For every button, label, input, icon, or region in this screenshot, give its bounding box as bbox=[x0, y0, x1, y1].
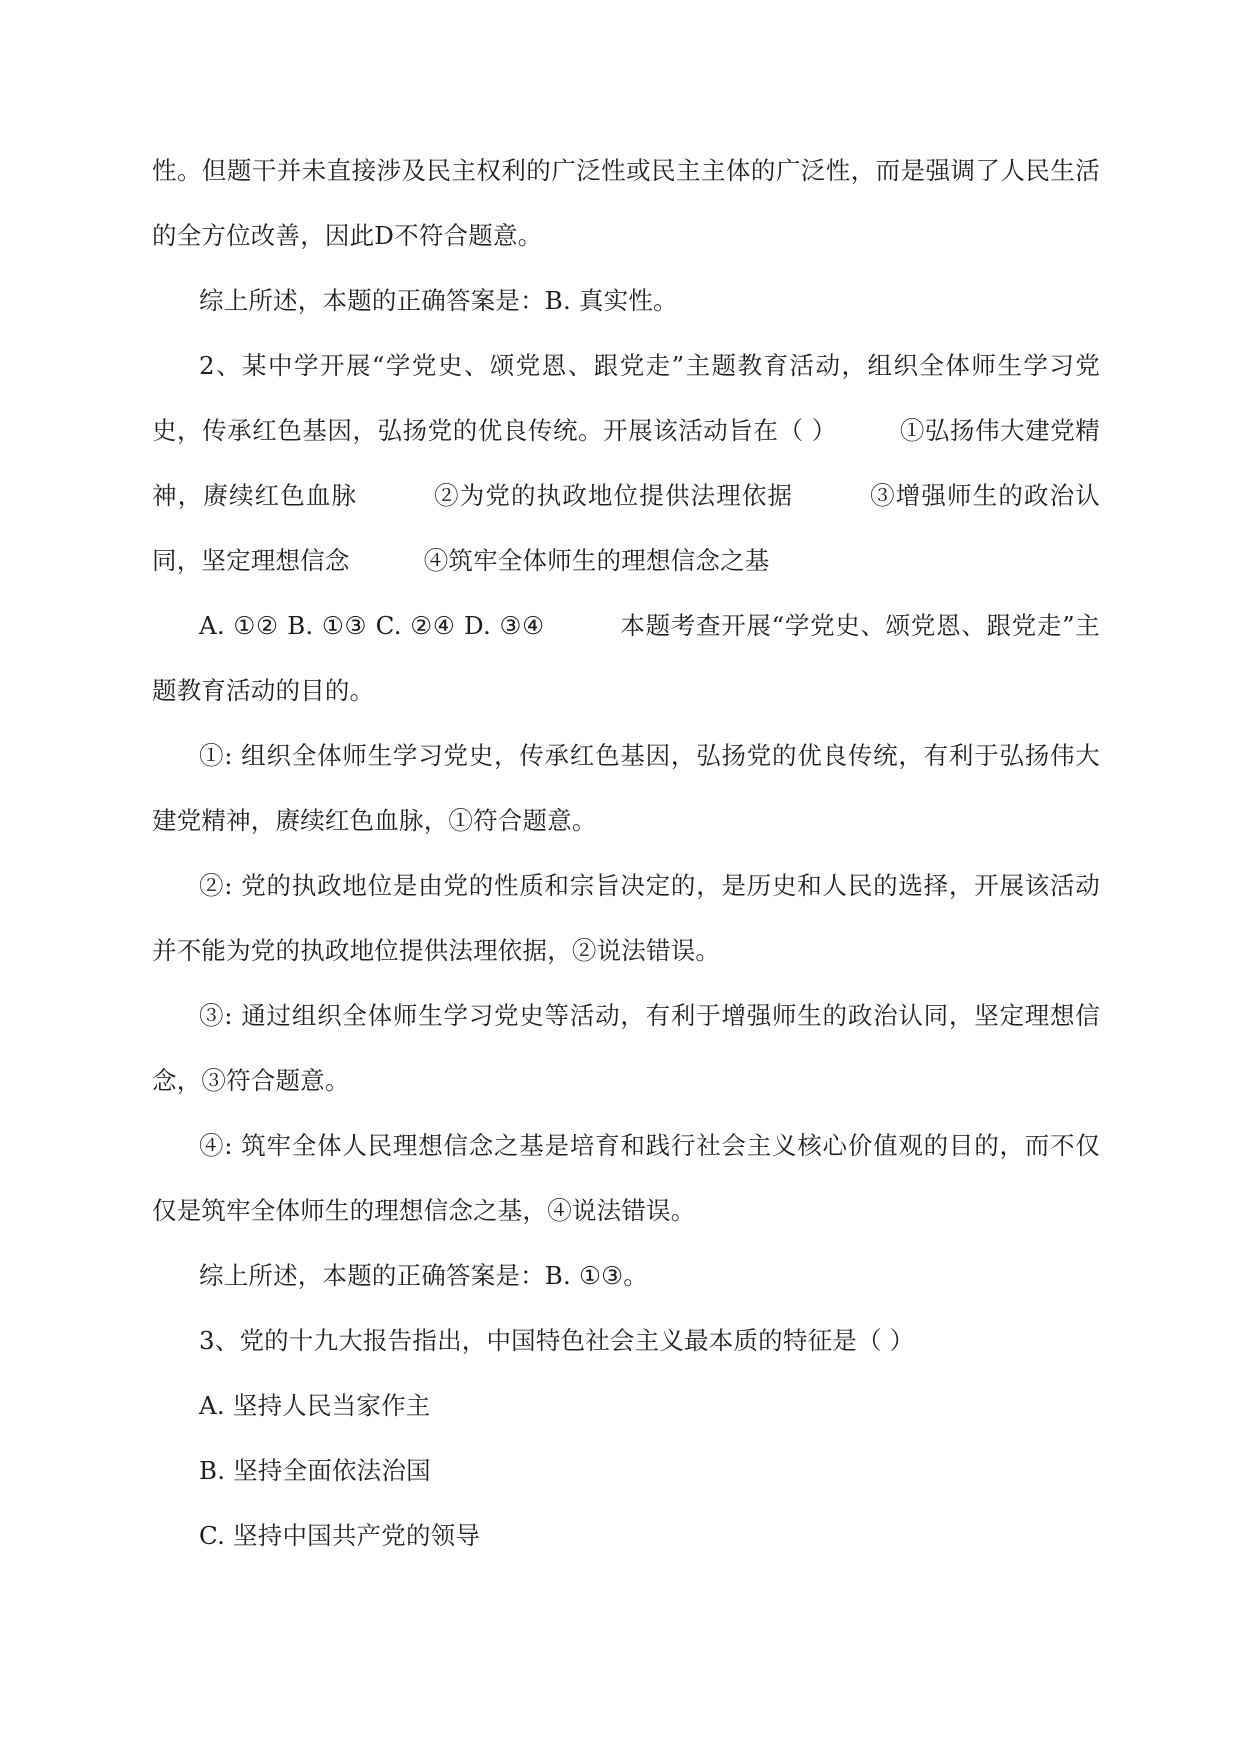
paragraph-q2-item-1: ①: 组织全体师生学习党史，传承红色基因，弘扬党的优良传统，有利于弘扬伟大建党精神，赓续红色血脉，①符合题意。 bbox=[152, 741, 1100, 835]
paragraph-q2-item-4: ④: 筑牢全体人民理想信念之基是培育和践行社会主义核心价值观的目的，而不仅仅是筑牢全体师生的理想信念之基，④说法错误。 bbox=[152, 1131, 1100, 1225]
paragraph-q3-option-a: A. 坚持人民当家作主 bbox=[199, 1391, 431, 1420]
document-body bbox=[152, 138, 1100, 1568]
paragraph-q2-question: 2、某中学开展“学党史、颂党恩、跟党走”主题教育活动，组织全体师生学习党史，传承红色基因，弘扬党的优良传统。开展该活动旨在（ ） ①弘扬伟大建党精神，赓续红色血脉 ②为党的执政地位提供法理依据 ③增强师生的政治认同，坚定理想信念 ④筑牢全体师生的理想信念之基 bbox=[152, 351, 1100, 575]
paragraph-q2-item-2: ②: 党的执政地位是由党的性质和宗旨决定的，是历史和人民的选择，开展该活动并不能为党的执政地位提供法理依据，②说法错误。 bbox=[152, 871, 1100, 965]
paragraph-answer-d-explanation: 性。但题干并未直接涉及民主权利的广泛性或民主主体的广泛性，而是强调了人民生活的全方位改善，因此D不符合题意。 bbox=[152, 156, 1100, 250]
paragraph-q3-option-b: B. 坚持全面依法治国 bbox=[199, 1456, 431, 1485]
paragraph-q3-question: 3、党的十九大报告指出，中国特色社会主义最本质的特征是（ ） bbox=[199, 1326, 915, 1355]
paragraph-q3-option-c: C. 坚持中国共产党的领导 bbox=[199, 1521, 481, 1550]
paragraph-q1-conclusion: 综上所述，本题的正确答案是：B. 真实性。 bbox=[199, 286, 678, 315]
paragraph-q2-item-3: ③: 通过组织全体师生学习党史等活动，有利于增强师生的政治认同，坚定理想信念，③符合题意。 bbox=[152, 1001, 1100, 1095]
paragraph-q2-options: A. ①② B. ①③ C. ②④ D. ③④ 本题考查开展“学党史、颂党恩、跟党走”主题教育活动的目的。 bbox=[152, 611, 1100, 705]
paragraph-q2-conclusion: 综上所述，本题的正确答案是：B. ①③。 bbox=[199, 1261, 649, 1290]
